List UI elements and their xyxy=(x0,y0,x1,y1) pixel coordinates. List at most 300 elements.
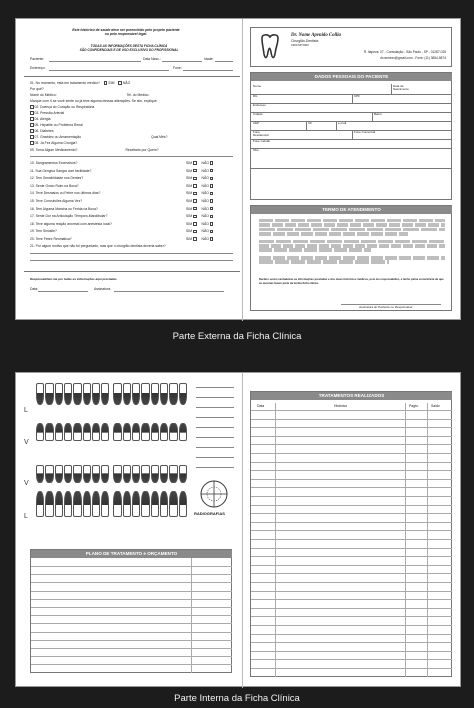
treatment-row[interactable] xyxy=(251,444,452,445)
address-line[interactable] xyxy=(49,70,169,71)
question-text: 02. Doença do Coração ou Respiratória xyxy=(34,105,95,109)
doctor-header-box xyxy=(250,27,452,67)
checkbox[interactable] xyxy=(30,135,34,139)
no-checkbox[interactable] xyxy=(210,161,214,165)
date-line[interactable] xyxy=(38,291,88,292)
treatment-row[interactable] xyxy=(251,505,452,506)
yes-checkbox[interactable] xyxy=(193,199,197,203)
tooth[interactable] xyxy=(169,383,177,405)
tooth[interactable] xyxy=(169,491,177,517)
plan-row[interactable] xyxy=(31,607,232,608)
treatment-row[interactable] xyxy=(251,565,452,566)
tooth[interactable] xyxy=(64,423,72,441)
note-line[interactable] xyxy=(196,437,234,438)
confidential-line2: SÃO CONFIDENCIAIS E DE USO EXCLUSIVO DO PROFISSIONAL xyxy=(79,48,179,53)
field-input-bairro[interactable] xyxy=(373,112,451,121)
terms-title: TERMO DE ATENDIMENTO xyxy=(251,206,452,214)
tooth[interactable] xyxy=(151,423,159,441)
no-checkbox[interactable] xyxy=(210,199,214,203)
checkbox[interactable] xyxy=(30,111,34,115)
question-text: Nome do Médico: xyxy=(30,93,57,97)
field-input-nome[interactable] xyxy=(252,84,390,94)
terms-text-line xyxy=(259,260,389,264)
plan-row[interactable] xyxy=(31,648,232,649)
treatment-row[interactable] xyxy=(251,410,452,411)
treatments-title: TRATAMENTOS REALIZADOS xyxy=(251,392,452,400)
yes-label: SIM xyxy=(186,206,193,211)
responsible-note: Responsabilizo-me por todas as informações aqui prestadas xyxy=(30,277,117,281)
inner-sheet xyxy=(15,372,461,687)
tooth[interactable] xyxy=(179,423,187,441)
plan-row[interactable] xyxy=(31,582,232,583)
tooth[interactable] xyxy=(151,491,159,517)
terms-text-line xyxy=(259,232,408,236)
treatments-box xyxy=(250,391,452,677)
note-line[interactable] xyxy=(196,457,234,458)
question-row xyxy=(30,148,159,152)
field-input-cidade[interactable] xyxy=(252,112,371,121)
field-input-obs[interactable] xyxy=(252,148,451,168)
yes-label: SIM xyxy=(186,237,193,241)
plan-row[interactable] xyxy=(31,656,232,657)
tooth[interactable] xyxy=(92,491,100,517)
no-checkbox[interactable] xyxy=(210,192,214,196)
treatment-row[interactable] xyxy=(251,616,452,617)
no-label: NÃO xyxy=(201,199,209,203)
treatment-row[interactable] xyxy=(251,453,452,454)
tooth[interactable] xyxy=(101,383,109,405)
question-row xyxy=(30,199,235,203)
field-input-fone_com[interactable] xyxy=(353,130,451,139)
tooth[interactable] xyxy=(73,423,81,441)
question-row xyxy=(30,135,167,139)
signature-label: Assinatura: xyxy=(94,287,111,291)
question-text: 16. Tem Alguma Mancha ou Ferida na Boca? xyxy=(30,206,98,211)
personal-data-box xyxy=(250,72,452,200)
no-checkbox[interactable] xyxy=(210,222,214,226)
yes-checkbox[interactable] xyxy=(193,161,197,165)
field-input-cep[interactable] xyxy=(252,121,305,130)
field-label-cidade: Cidade xyxy=(253,112,263,116)
treatment-col-divider xyxy=(427,403,428,677)
address-label: Endereço: xyxy=(30,66,46,70)
field-label-fone_com: Fone Comercial xyxy=(354,130,376,134)
question-row xyxy=(30,191,235,195)
note-line[interactable] xyxy=(196,407,234,408)
treatment-row[interactable] xyxy=(251,625,452,626)
tooth[interactable] xyxy=(160,383,168,405)
yes-checkbox[interactable] xyxy=(193,169,197,173)
question-row xyxy=(30,184,235,188)
tooth[interactable] xyxy=(36,383,44,405)
tooth[interactable] xyxy=(36,465,44,483)
yes-checkbox[interactable] xyxy=(193,207,197,211)
doctor-address: R. Itapeva, 07 - Consolação - São Paulo - SP - 01287-025 xyxy=(363,50,446,54)
tooth[interactable] xyxy=(113,423,121,441)
terms-declaration: Declaro serem verdadeiras as informações prestadas e dos meus históricos médicos, pois me responsabilizo, e tenho plena consciência de que as mesmas fazem parte da minha ficha clínica. xyxy=(259,278,444,285)
field-label-data_nasc: Data de Nascimento xyxy=(393,84,409,92)
treatment-row[interactable] xyxy=(251,436,452,437)
confidential-line1: TODAS AS INFORMAÇÕES DESTA FICHA CLÍNICA xyxy=(90,44,168,48)
treatment-row[interactable] xyxy=(251,487,452,488)
checkbox[interactable] xyxy=(30,105,34,109)
field-input-data_nasc[interactable] xyxy=(392,84,451,94)
plan-row[interactable] xyxy=(31,574,232,575)
question-text: Por quê? xyxy=(30,87,44,91)
no-label: NÃO xyxy=(201,183,209,188)
no-checkbox[interactable] xyxy=(210,237,214,241)
tooth[interactable] xyxy=(113,383,121,405)
question-text: 06. Diabetes xyxy=(34,129,54,133)
yes-no-group xyxy=(186,184,214,188)
plan-row[interactable] xyxy=(31,623,232,624)
tooth[interactable] xyxy=(132,383,140,405)
field-input-cpf[interactable] xyxy=(353,94,451,103)
question-row xyxy=(30,129,54,133)
tooth[interactable] xyxy=(83,465,91,483)
fold-line xyxy=(242,19,243,321)
yes-no-group xyxy=(186,176,214,180)
note-line[interactable] xyxy=(196,387,234,388)
question-text: 03. Pressão Arterial xyxy=(34,111,65,115)
tooth[interactable] xyxy=(141,465,149,483)
tooth[interactable] xyxy=(55,383,63,405)
tooth[interactable] xyxy=(92,423,100,441)
phone-line[interactable] xyxy=(183,70,233,71)
questions-list xyxy=(30,81,235,306)
field-label-endereco: Endereço xyxy=(253,103,266,107)
tooth[interactable] xyxy=(45,465,53,483)
yes-checkbox[interactable] xyxy=(193,177,197,181)
yes-checkbox[interactable] xyxy=(104,81,108,85)
treatment-col-divider xyxy=(275,403,276,677)
plan-row[interactable] xyxy=(31,615,232,616)
question-text: 11. Sua Gengiva Sangra com facilidade? xyxy=(30,168,92,173)
tooth[interactable] xyxy=(45,491,53,517)
plan-row[interactable] xyxy=(31,599,232,600)
plan-col-divider xyxy=(191,558,192,673)
field-label-uf: UF xyxy=(308,121,312,125)
treatment-row[interactable] xyxy=(251,522,452,523)
question-text: 04. Alergia xyxy=(34,117,51,121)
yes-no-group xyxy=(186,229,214,233)
field-input-uf[interactable] xyxy=(307,121,335,130)
question-text: 09. Toma Algum Medicamento? xyxy=(30,148,78,152)
tooth[interactable] xyxy=(36,491,44,517)
yes-checkbox[interactable] xyxy=(193,237,197,241)
question-text: 10. Sangramentos Excessivos? xyxy=(30,161,78,165)
yes-checkbox[interactable] xyxy=(193,215,197,219)
age-label: Idade: xyxy=(204,57,214,61)
terms-text-line xyxy=(259,223,445,227)
yes-label: SIM xyxy=(186,199,193,203)
no-label: NÃO xyxy=(201,168,209,173)
question-text: 17. Sente Dor na Articulação Têmporo-Mandibular? xyxy=(30,214,108,219)
tooth[interactable] xyxy=(179,383,187,405)
yes-label: SIM xyxy=(186,168,193,173)
tooth[interactable] xyxy=(83,383,91,405)
tooth[interactable] xyxy=(64,383,72,405)
field-label-nome: Nome xyxy=(253,84,262,88)
yes-label: SIM xyxy=(186,214,193,219)
tooth[interactable] xyxy=(73,383,81,405)
col-date: Data xyxy=(257,404,265,408)
tooth[interactable] xyxy=(169,465,177,483)
tooth[interactable] xyxy=(151,383,159,405)
tooth[interactable] xyxy=(101,423,109,441)
tooth[interactable] xyxy=(83,491,91,517)
checkbox[interactable] xyxy=(30,141,34,145)
answer-line[interactable] xyxy=(30,156,233,157)
tooth[interactable] xyxy=(45,423,53,441)
tooth[interactable] xyxy=(179,491,187,517)
question-text: 14. Teve Desmaios ou Febre nos últimos dias? xyxy=(30,191,101,196)
field-label-bairro: Bairro xyxy=(374,112,383,116)
tooth[interactable] xyxy=(160,423,168,441)
treatment-row[interactable] xyxy=(251,479,452,480)
no-label: NÃO xyxy=(201,214,209,219)
plan-row[interactable] xyxy=(31,664,232,665)
tooth[interactable] xyxy=(132,491,140,517)
tooth[interactable] xyxy=(45,383,53,405)
treatment-row[interactable] xyxy=(251,419,452,420)
treatment-row[interactable] xyxy=(251,462,452,463)
question-text: 20. Teve Febre Reumática? xyxy=(30,237,72,241)
jaw-label: L xyxy=(24,407,28,414)
tooth[interactable] xyxy=(132,423,140,441)
tooth[interactable] xyxy=(73,491,81,517)
treatment-row[interactable] xyxy=(251,539,452,540)
tooth[interactable] xyxy=(141,491,149,517)
teeth-row xyxy=(36,423,186,441)
tooth[interactable] xyxy=(36,423,44,441)
tooth[interactable] xyxy=(101,465,109,483)
row-line xyxy=(251,168,452,169)
treatment-col-divider xyxy=(405,403,406,677)
note-line[interactable] xyxy=(196,397,234,398)
field-input-email[interactable] xyxy=(337,121,451,130)
teeth-row xyxy=(36,465,186,483)
field-input-endereco[interactable] xyxy=(252,103,451,112)
treatment-row[interactable] xyxy=(251,556,452,557)
no-checkbox[interactable] xyxy=(210,177,214,181)
yes-checkbox[interactable] xyxy=(193,230,197,234)
question-row xyxy=(30,123,83,127)
question-row xyxy=(30,117,51,121)
question-text: 18. Teve alguma reação anormal com anestesia local? xyxy=(30,221,112,226)
no-checkbox[interactable] xyxy=(210,215,214,219)
question-row xyxy=(30,111,64,115)
question-row xyxy=(30,244,166,248)
col-payment: Pagto. xyxy=(409,404,419,408)
tooth[interactable] xyxy=(179,465,187,483)
tooth[interactable] xyxy=(113,465,121,483)
tooth-logo-icon xyxy=(257,32,283,62)
doctor-contact: dr.nomexx@gmail.com - Fone: (11) 3654-5874 xyxy=(380,56,446,60)
jaw-label: V xyxy=(24,439,29,446)
tooth[interactable] xyxy=(73,465,81,483)
yes-no-group xyxy=(186,207,214,211)
no-checkbox[interactable] xyxy=(210,184,214,188)
treatment-row[interactable] xyxy=(251,659,452,660)
treatment-row[interactable] xyxy=(251,496,452,497)
terms-text-line xyxy=(259,240,445,244)
yes-checkbox[interactable] xyxy=(193,222,197,226)
checkbox[interactable] xyxy=(30,129,34,133)
no-checkbox[interactable] xyxy=(210,207,214,211)
question-row xyxy=(30,214,235,218)
note-line[interactable] xyxy=(196,467,234,468)
doctor-cro: CRO/SP 0000 xyxy=(291,43,309,47)
tooth[interactable] xyxy=(64,491,72,517)
divider xyxy=(24,76,240,77)
confidential-box xyxy=(74,44,184,52)
question-text: 19. Tem Sinusite? xyxy=(30,229,57,234)
yes-no-group xyxy=(186,169,214,173)
tooth[interactable] xyxy=(160,491,168,517)
treatment-row[interactable] xyxy=(251,634,452,635)
field-label-email: e-mail xyxy=(338,121,347,125)
treatment-row[interactable] xyxy=(251,608,452,609)
question-extra: Tel. do Medico: xyxy=(126,93,150,97)
yes-checkbox[interactable] xyxy=(193,192,197,196)
tooth[interactable] xyxy=(64,465,72,483)
yes-no-group xyxy=(186,237,214,241)
tooth[interactable] xyxy=(92,383,100,405)
tooth[interactable] xyxy=(55,491,63,517)
field-input-rg[interactable] xyxy=(252,94,351,103)
terms-box xyxy=(250,205,452,311)
tooth[interactable] xyxy=(141,383,149,405)
plan-row[interactable] xyxy=(31,640,232,641)
treatment-row[interactable] xyxy=(251,668,452,669)
tooth[interactable] xyxy=(92,465,100,483)
tooth[interactable] xyxy=(83,423,91,441)
treatment-row[interactable] xyxy=(251,573,452,574)
question-extra: Receitado por Quem? xyxy=(125,148,159,152)
signature-line[interactable] xyxy=(114,291,224,292)
treatment-row[interactable] xyxy=(251,530,452,531)
jaw-label: L xyxy=(24,513,28,520)
tooth[interactable] xyxy=(101,491,109,517)
tooth[interactable] xyxy=(123,423,131,441)
treatment-row[interactable] xyxy=(251,513,452,514)
tooth[interactable] xyxy=(151,465,159,483)
checkbox[interactable] xyxy=(30,117,34,121)
patient-label: Paciente: xyxy=(30,57,45,61)
yes-no-group xyxy=(186,214,214,218)
treatment-row[interactable] xyxy=(251,642,452,643)
tooth[interactable] xyxy=(113,491,121,517)
no-label: NÃO xyxy=(201,229,209,234)
tooth[interactable] xyxy=(123,465,131,483)
inner-caption: Parte Interna da Ficha Clínica xyxy=(174,693,300,704)
yes-label: SIM xyxy=(186,183,193,188)
tooth[interactable] xyxy=(132,465,140,483)
treatment-row[interactable] xyxy=(251,427,452,428)
birth-date-line[interactable] xyxy=(162,61,202,62)
no-label: NÃO xyxy=(201,161,209,165)
phone-label: Fone: xyxy=(173,66,182,70)
answer-line[interactable] xyxy=(30,253,233,254)
field-input-fone_cel[interactable] xyxy=(252,139,351,148)
yes-no-group xyxy=(186,191,214,195)
terms-text-line xyxy=(259,256,445,260)
yes-label: SIM xyxy=(186,229,193,234)
outer-sheet xyxy=(15,18,461,320)
plan-row[interactable] xyxy=(31,632,232,633)
field-label-cpf: CPF xyxy=(354,94,360,98)
question-row xyxy=(30,87,44,91)
treatment-row[interactable] xyxy=(251,470,452,471)
yes-label: SIM xyxy=(186,221,193,226)
no-checkbox[interactable] xyxy=(210,230,214,234)
birth-date-label: Data Nasc.: xyxy=(143,57,161,61)
question-text: 12. Tem Sensibilidade nos Dentes? xyxy=(30,176,84,181)
terms-text-line xyxy=(259,244,445,248)
treatment-row[interactable] xyxy=(251,582,452,583)
tooth[interactable] xyxy=(160,465,168,483)
dental-chart xyxy=(22,381,192,520)
col-balance: Saldo xyxy=(431,404,440,408)
note-line[interactable] xyxy=(196,427,234,428)
question-text: 13. Sente Gosto Ruim na Boca? xyxy=(30,183,79,188)
field-label-cep: CEP xyxy=(253,121,260,125)
plan-row[interactable] xyxy=(31,591,232,592)
no-checkbox[interactable] xyxy=(118,81,122,85)
tooth[interactable] xyxy=(123,383,131,405)
tooth[interactable] xyxy=(123,491,131,517)
tooth[interactable] xyxy=(55,465,63,483)
tooth[interactable] xyxy=(141,423,149,441)
yes-checkbox[interactable] xyxy=(193,184,197,188)
no-checkbox[interactable] xyxy=(210,169,214,173)
note-line[interactable] xyxy=(196,417,234,418)
question-row xyxy=(30,161,235,165)
treatment-row[interactable] xyxy=(251,599,452,600)
question-row xyxy=(30,105,94,109)
patient-line[interactable] xyxy=(49,61,141,62)
question-row xyxy=(30,81,130,85)
treatment-row[interactable] xyxy=(251,548,452,549)
outer-caption: Parte Externa da Ficha Clínica xyxy=(172,331,302,342)
yes-label: SIM xyxy=(186,161,193,165)
field-label-obs: Obs. xyxy=(253,148,260,152)
treatment-row[interactable] xyxy=(251,651,452,652)
tooth[interactable] xyxy=(55,423,63,441)
question-text: 15. Teve Convulsões Alguma Vez? xyxy=(30,199,83,203)
checkbox[interactable] xyxy=(30,123,34,127)
question-text: 21. Por algum motivo que não foi perguntado, mas que o cirurgião dentista deveria saber? xyxy=(30,244,166,248)
field-label-rg: RG xyxy=(253,94,258,98)
field-input-fone_res[interactable] xyxy=(252,130,351,139)
note-line[interactable] xyxy=(196,447,234,448)
plan-title: PLANO DE TRATAMENTO e ORÇAMENTO xyxy=(31,550,232,558)
question-row xyxy=(30,93,149,97)
plan-row[interactable] xyxy=(31,566,232,567)
no-label: NÃO xyxy=(122,81,131,85)
divider xyxy=(24,271,240,272)
answer-line[interactable] xyxy=(30,260,233,261)
question-text: 08. Já Fez Alguma Cirurgia? xyxy=(34,141,78,145)
yes-no-group xyxy=(186,199,214,203)
tooth[interactable] xyxy=(169,423,177,441)
yes-no-group xyxy=(186,222,214,226)
no-label: NÃO xyxy=(201,237,209,241)
yes-label: SIM xyxy=(108,81,115,85)
age-line[interactable] xyxy=(215,61,233,62)
treatment-row[interactable] xyxy=(251,591,452,592)
